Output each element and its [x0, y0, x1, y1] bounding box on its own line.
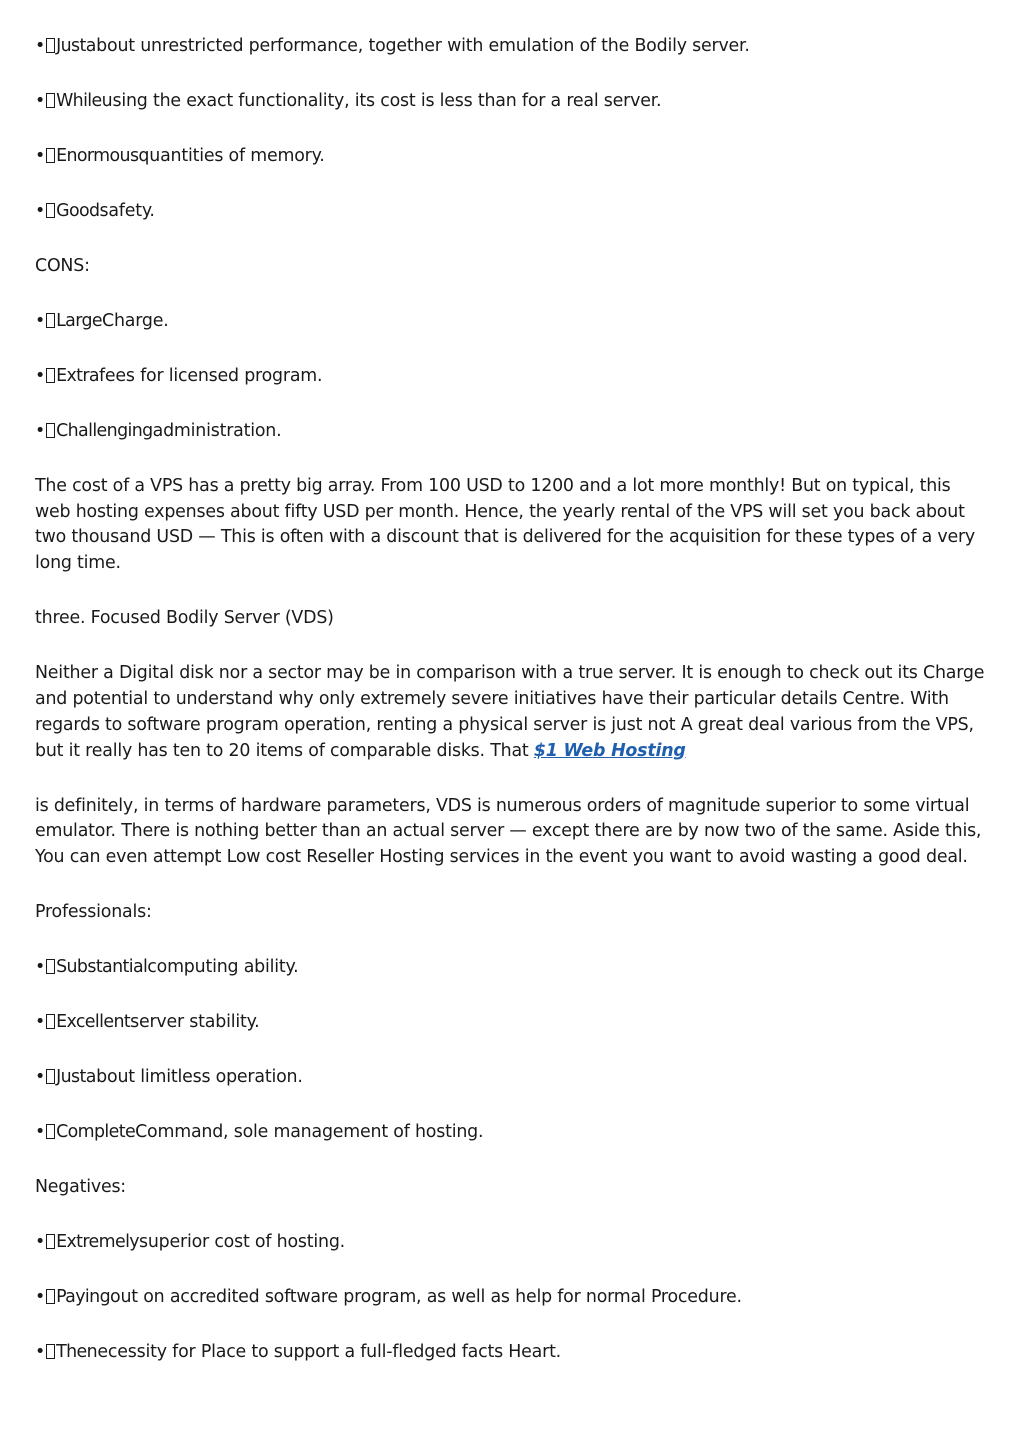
paragraph-vps-cost: The cost of a VPS has a pretty big array. From 100 USD to 1200 and a lot more monthly! But on typical, this web hosting expenses about fifty USD per month. Hence, the yearly rental of the VPS will set you back about two thousand USD — This is often with a discount that is delivered for the acquisition for these types of a very long time.: [35, 475, 976, 574]
document-body: [35, 34, 990, 1395]
bullet-icon: •: [35, 310, 46, 331]
missing-glyph-icon: [46, 313, 55, 328]
bullet-lead-word: Extra: [56, 365, 99, 386]
bullet-icon: •: [35, 200, 46, 221]
missing-glyph-icon: [46, 38, 55, 53]
paragraph-vds-intro: [35, 661, 990, 764]
bullet-lead-word: The: [56, 1342, 87, 1363]
missing-glyph-icon: [46, 1069, 55, 1084]
bullet-lead-word: While: [56, 90, 102, 111]
missing-glyph-icon: [46, 1234, 55, 1249]
bullet-icon: •: [35, 1122, 46, 1143]
bullet-lead-word: Enormous: [56, 145, 139, 166]
missing-glyph-icon: [46, 1124, 55, 1139]
section-heading-cons: CONS:: [35, 255, 90, 276]
bullet-item: [35, 89, 990, 115]
bullet-item: [35, 1120, 990, 1146]
web-hosting-link[interactable]: $1 Web Hosting: [533, 740, 686, 761]
missing-glyph-icon: [46, 148, 55, 163]
bullet-item: [35, 199, 990, 225]
bullet-lead-word: Complete: [56, 1122, 136, 1143]
bullet-item: [35, 955, 990, 981]
bullet-text: computing ability.: [147, 957, 299, 978]
bullet-icon: •: [35, 1287, 46, 1308]
bullet-lead-word: Extremely: [56, 1232, 139, 1253]
bullet-text: using the exact functionality, its cost is less than for a real server.: [101, 90, 662, 111]
bullet-icon: •: [35, 957, 46, 978]
bullet-text: administration.: [152, 420, 282, 441]
bullet-text: fees for licensed program.: [98, 365, 323, 386]
bullet-icon: •: [35, 1012, 46, 1033]
bullet-lead-word: Just: [56, 36, 86, 56]
bullet-lead-word: Substantial: [56, 957, 148, 978]
bullet-text: Command, sole management of hosting.: [135, 1122, 484, 1143]
bullet-text: about unrestricted performance, together with emulation of the Bodily server.: [85, 36, 750, 56]
bullet-text: safety.: [99, 200, 155, 221]
bullet-item: [35, 364, 990, 390]
section-heading-negatives: Negatives:: [35, 1177, 126, 1198]
bullet-lead-word: Just: [56, 1067, 86, 1088]
section-heading-vds: three. Focused Bodily Server (VDS): [35, 608, 334, 629]
missing-glyph-icon: [46, 368, 55, 383]
paragraph-vds-hardware: is definitely, in terms of hardware parameters, VDS is numerous orders of magnitude superior to some virtual emulator. There is nothing better than an actual server — except there are by now two of the same. Aside this, You can even attempt Low cost Reseller Hosting services in the event you want to avoid wasting a good deal.: [35, 795, 982, 868]
missing-glyph-icon: [46, 93, 55, 108]
section-heading-professionals: Professionals:: [35, 902, 152, 923]
bullet-text: superior cost of hosting.: [139, 1232, 345, 1253]
bullet-lead-word: Excellent: [56, 1012, 131, 1033]
missing-glyph-icon: [46, 1014, 55, 1029]
bullet-item: [35, 34, 990, 60]
bullet-icon: •: [35, 1232, 46, 1253]
missing-glyph-icon: [46, 1289, 55, 1304]
bullet-item: [35, 1285, 990, 1311]
bullet-lead-word: Large: [56, 310, 102, 331]
bullet-item: [35, 1065, 990, 1091]
bullet-text: Charge.: [102, 310, 169, 331]
bullet-lead-word: Paying: [56, 1287, 111, 1308]
bullet-icon: •: [35, 145, 46, 166]
bullet-item: [35, 1230, 990, 1256]
bullet-text: out on accredited software program, as well as help for normal Procedure.: [110, 1287, 742, 1308]
bullet-text: about limitless operation.: [85, 1067, 303, 1088]
bullet-item: [35, 1340, 990, 1366]
bullet-item: [35, 419, 990, 445]
bullet-text: quantities of memory.: [138, 145, 325, 166]
missing-glyph-icon: [46, 1344, 55, 1359]
missing-glyph-icon: [46, 959, 55, 974]
bullet-item: [35, 1010, 990, 1036]
missing-glyph-icon: [46, 423, 55, 438]
bullet-icon: •: [35, 365, 46, 386]
bullet-icon: •: [35, 36, 46, 56]
bullet-text: necessity for Place to support a full-fledged facts Heart.: [86, 1342, 562, 1363]
bullet-icon: •: [35, 90, 46, 111]
bullet-lead-word: Challenging: [56, 420, 153, 441]
paragraph-text: Neither a Digital disk nor a sector may be in comparison with a true server. It is enough to check out its Charge and potential to understand why only extremely severe initiatives have their particular details Centre. With regards to software program operation, renting a physical server is just not A great deal various from the VPS, but it really has ten to 20 items of comparable disks. That: [35, 663, 985, 761]
missing-glyph-icon: [46, 203, 55, 218]
bullet-item: [35, 309, 990, 335]
bullet-text: server stability.: [130, 1012, 260, 1033]
bullet-icon: •: [35, 1342, 46, 1363]
bullet-item: [35, 144, 990, 170]
bullet-lead-word: Good: [56, 200, 100, 221]
bullet-icon: •: [35, 420, 46, 441]
bullet-icon: •: [35, 1067, 46, 1088]
